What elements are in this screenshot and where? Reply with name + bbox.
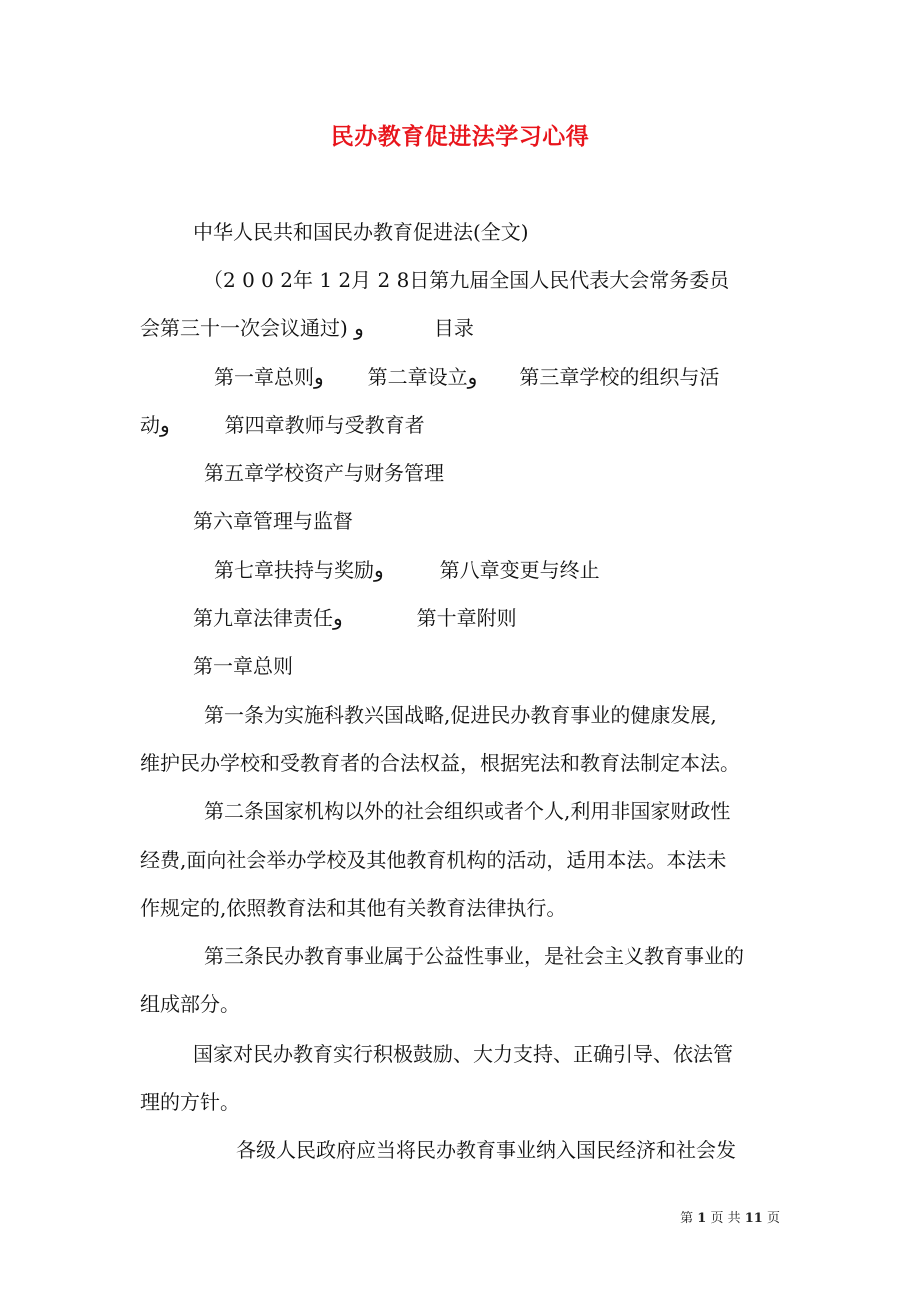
footer-suffix: 页 [766,1211,780,1226]
article-2-line-3: 作规定的,依照教育法和其他有关教育法律执行。 [140,896,567,920]
law-name-line: 中华人民共和国民办教育促进法(全文) [193,220,529,244]
toc-chapter-9: 第九章法律责任ﻭ [193,606,343,630]
article-1-line-1: 第一条为实施科教兴国战略,促进民办教育事业的健康发展, [204,703,717,727]
toc-chapter-10: 第十章附则 [416,606,517,630]
toc-chapter-5: 第五章学校资产与财务管理 [204,461,444,485]
chapter-1-heading: 第一章总则 [193,654,293,678]
page-footer [680,1207,780,1226]
toc-chapter-3: 第三章学校的组织与活 [519,365,720,389]
footer-page-number: 1 [697,1211,707,1226]
article-1-line-2: 维护民办学校和受教育者的合法权益，根据宪法和教育法制定本法。 [140,751,740,775]
article-3-line-1: 第三条民办教育事业属于公益性事业，是社会主义教育事业的 [204,944,744,968]
law-date-continuation-line [140,314,474,342]
meeting-text: 会第三十一次会议通过) ﻭ [140,316,364,340]
toc-chapter-8: 第八章变更与终止 [439,558,600,582]
toc-line-3 [214,556,600,584]
policy-line-1: 国家对民办教育实行积极鼓励、大力支持、正确引导、依法管 [193,1042,733,1066]
article-2-line-2: 经费,面向社会举办学校及其他教育机构的活动，适用本法。本法未 [140,848,727,872]
document-title: 民办教育促进法学习心得 [330,123,590,150]
toc-chapter-6: 第六章管理与监督 [193,509,353,533]
toc-chapter-2: 第二章设立ﻭ [367,365,478,389]
toc-chapter-3-continuation: 动ﻭ [140,413,170,437]
footer-prefix: 第 [680,1211,694,1226]
law-date-line: （2 0 0 2年 1 2月 2 8日第九届全国人民代表大会常务委员 [203,268,730,292]
government-line-1: 各级人民政府应当将民办教育事业纳入国民经济和社会发 [236,1138,736,1162]
toc-line-4 [193,604,517,632]
article-2-line-1: 第二条国家机构以外的社会组织或者个人,利用非国家财政性 [204,799,731,823]
toc-chapter-4: 第四章教师与受教育者 [224,413,425,437]
footer-middle: 页 共 [710,1211,741,1226]
toc-line-1 [214,363,719,391]
table-of-contents-heading: 目录 [433,316,474,340]
toc-chapter-1: 第一章总则ﻭ [214,365,324,389]
article-3-line-2: 组成部分。 [140,992,240,1016]
toc-chapter-7: 第七章扶持与奖励ﻭ [214,558,384,582]
policy-line-2: 理的方针。 [140,1090,240,1114]
toc-line-2 [140,411,425,439]
footer-total-pages: 11 [744,1211,763,1226]
